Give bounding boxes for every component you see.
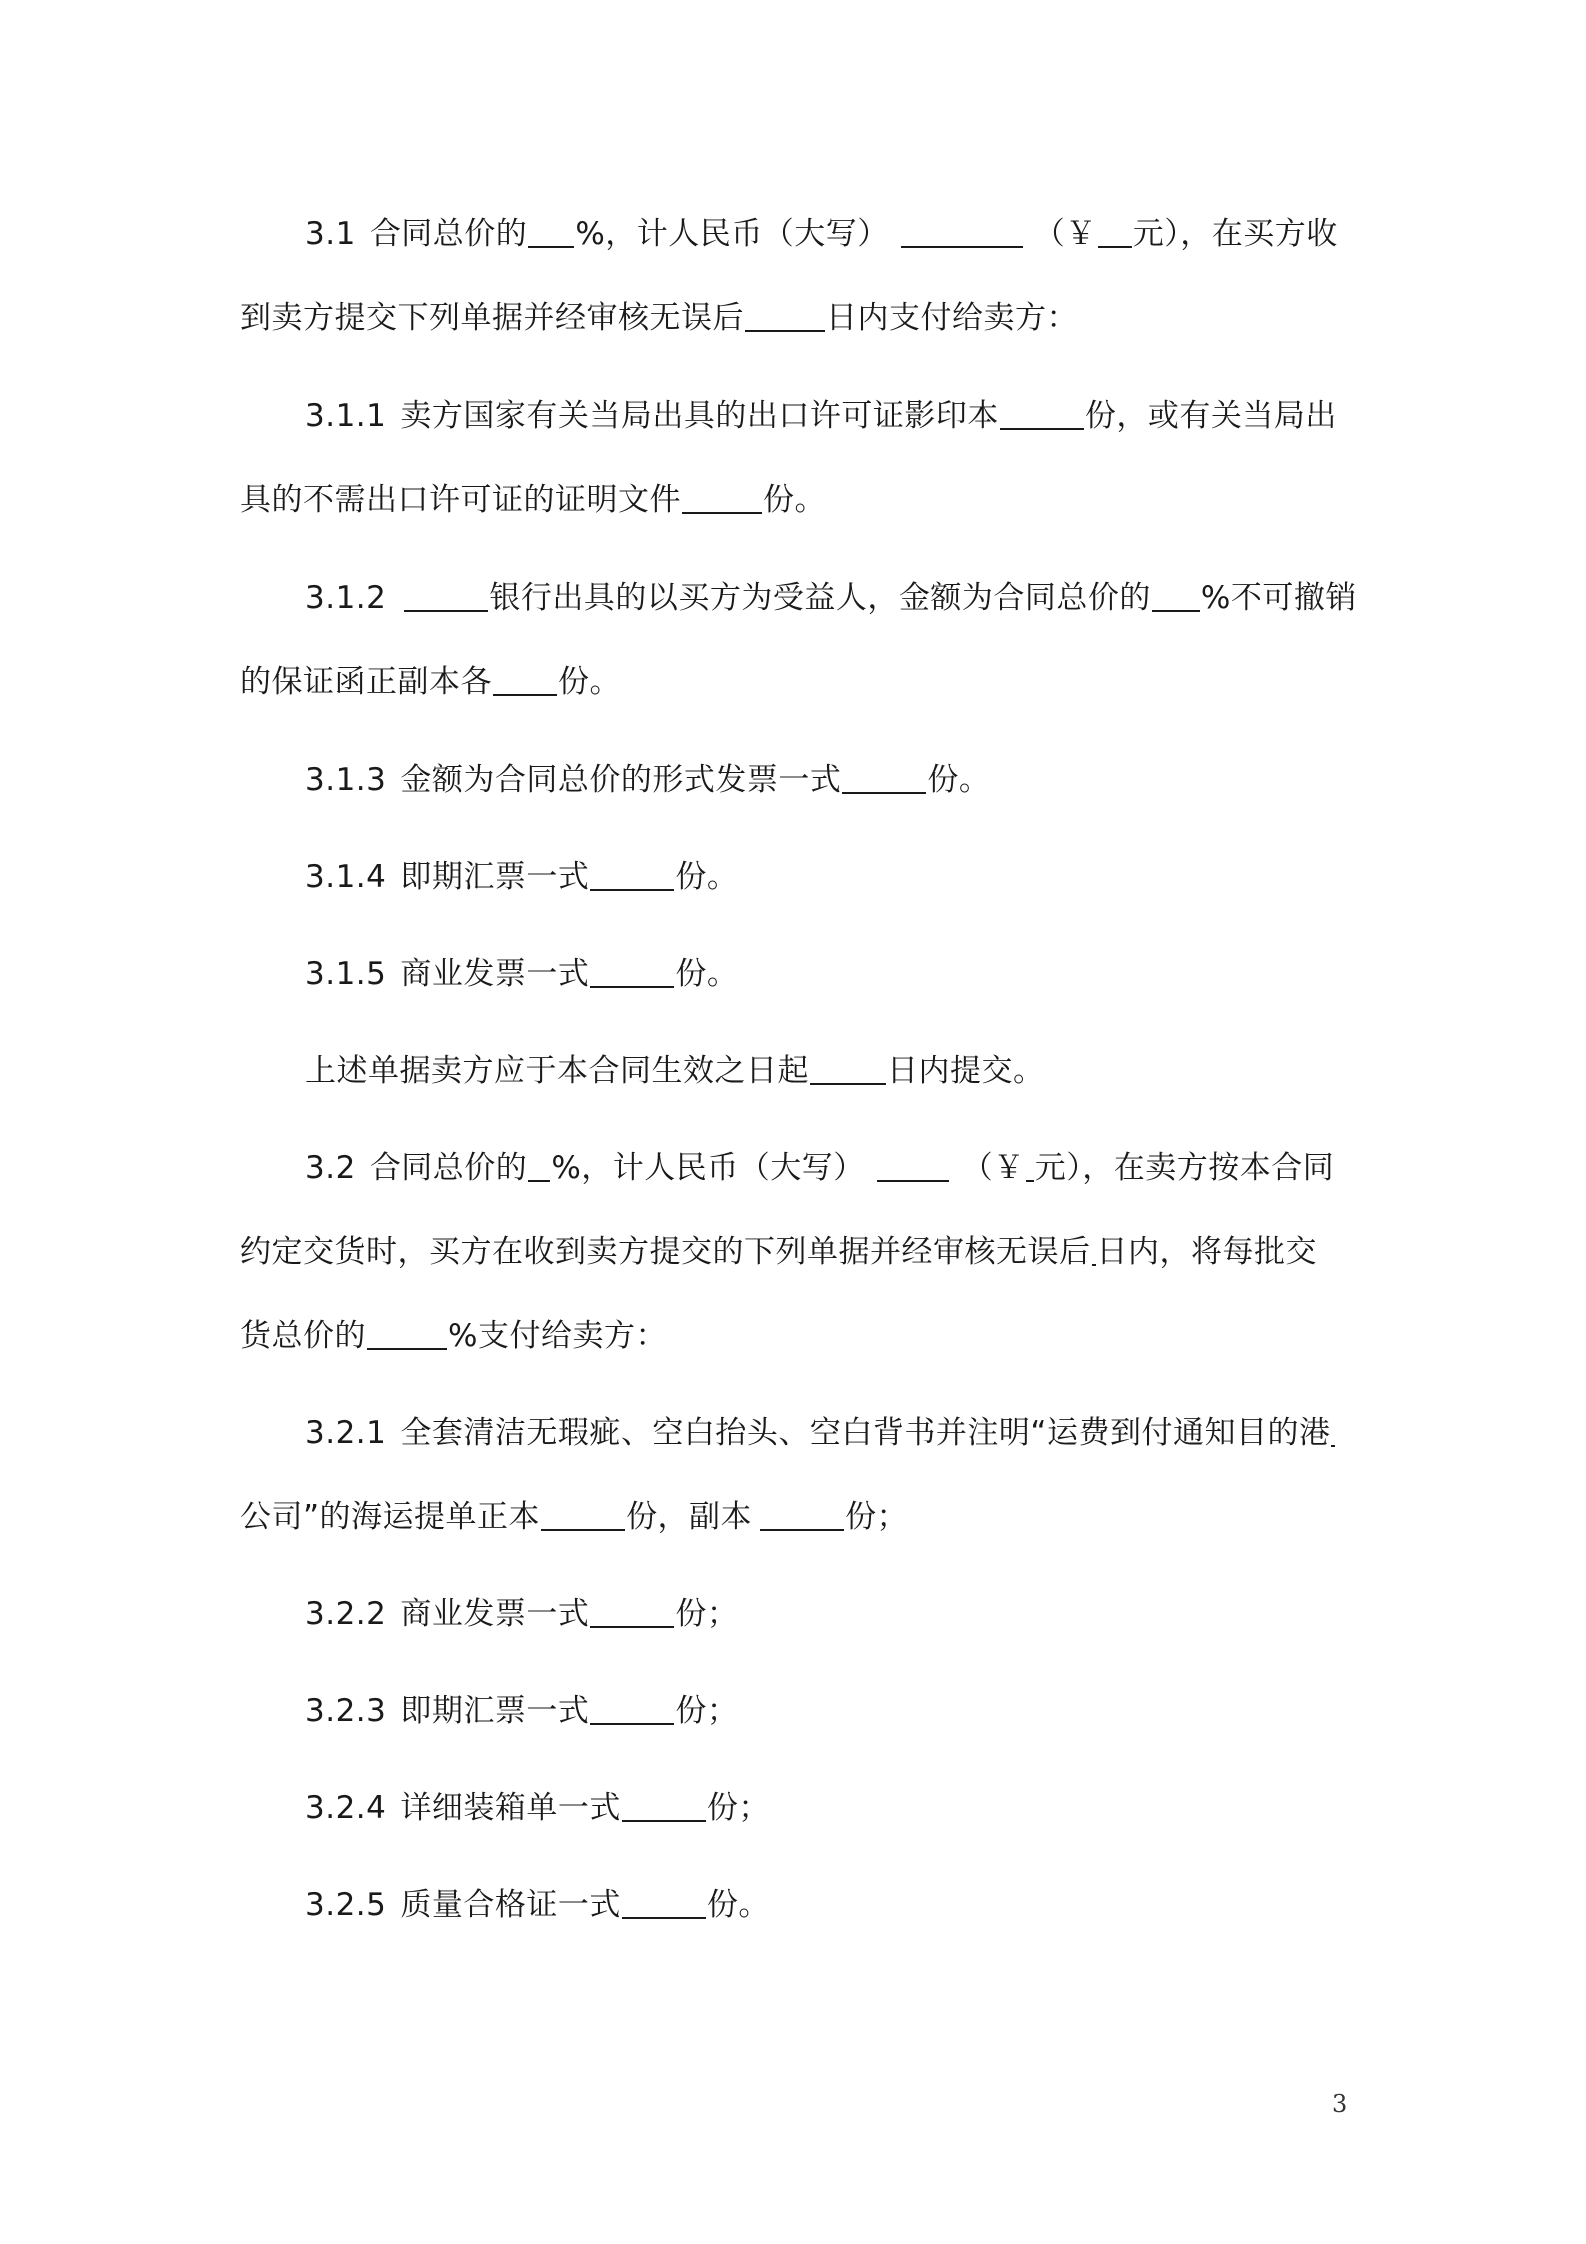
- clause-number: 3.2.3: [305, 1693, 387, 1729]
- fill-blank[interactable]: [877, 1150, 949, 1182]
- fill-blank[interactable]: [1152, 580, 1200, 612]
- clause-number: 3.1.5: [305, 956, 387, 992]
- clause-number: 3.2.1: [305, 1415, 387, 1451]
- fill-blank[interactable]: [901, 216, 1023, 248]
- clause-3-2-4: [305, 1788, 770, 1828]
- clause-text: %支付给卖方：: [448, 1318, 667, 1354]
- fill-blank[interactable]: [1331, 1415, 1335, 1447]
- fill-blank[interactable]: [760, 1499, 844, 1531]
- clause-text: 卖方国家有关当局出具的出口许可证影印本: [400, 398, 999, 434]
- clause-text: 元），在买方收: [1132, 216, 1338, 252]
- clause-text: 上述单据卖方应于本合同生效之日起: [305, 1053, 809, 1089]
- clause-text: 份；: [675, 1693, 739, 1729]
- clause-text: 货总价的: [240, 1318, 366, 1354]
- clause-text: 份，副本: [626, 1499, 753, 1535]
- clause-text: 份。: [706, 1887, 770, 1923]
- fill-blank[interactable]: [590, 956, 674, 988]
- submission-note: [305, 1051, 1045, 1091]
- clause-text: 份。: [675, 859, 739, 895]
- clause-3-2-line-2: [240, 1232, 1317, 1272]
- fill-blank[interactable]: [745, 300, 825, 332]
- clause-text: 份。: [675, 956, 739, 992]
- clause-text: 日内，将每批交: [1096, 1234, 1317, 1270]
- clause-text: %不可撤销: [1200, 580, 1357, 616]
- clause-text: 元），在卖方按本合同: [1034, 1150, 1335, 1186]
- clause-text: 详细装箱单一式: [400, 1790, 621, 1826]
- fill-blank[interactable]: [1098, 216, 1132, 248]
- clause-3-2-3: [305, 1691, 738, 1731]
- clause-number: 3.2: [305, 1150, 356, 1186]
- clause-text: 日内支付给卖方：: [826, 300, 1078, 336]
- clause-3-2-1-line-1: [305, 1413, 1336, 1453]
- fill-blank[interactable]: [493, 664, 557, 696]
- clause-number: 3.1.4: [305, 859, 387, 895]
- clause-text: 份，或有关当局出: [1084, 398, 1337, 434]
- clause-text: 日内提交。: [887, 1053, 1045, 1089]
- clause-3-1-4: [305, 857, 738, 897]
- clause-text: 到卖方提交下列单据并经审核无误后: [240, 300, 744, 336]
- clause-3-1-1-line-2: [240, 480, 826, 520]
- clause-text: 即期汇票一式: [400, 859, 590, 895]
- fill-blank[interactable]: [1000, 398, 1084, 430]
- fill-blank[interactable]: [367, 1318, 447, 1350]
- fill-blank[interactable]: [810, 1053, 886, 1085]
- clause-text: 的保证函正副本各: [240, 664, 492, 700]
- clause-3-2-2: [305, 1594, 738, 1634]
- clause-text: 商业发票一式: [400, 1596, 590, 1632]
- clause-text: 份。: [927, 762, 991, 798]
- clause-text: 全套清洁无瑕疵、空白抬头、空白背书并注明“运费到付通知目的港: [400, 1415, 1331, 1451]
- fill-blank[interactable]: [842, 762, 926, 794]
- fill-blank[interactable]: [622, 1887, 706, 1919]
- fill-blank[interactable]: [682, 482, 762, 514]
- clause-number: 3.2.4: [305, 1790, 387, 1826]
- clause-text: 商业发票一式: [400, 956, 590, 992]
- page-number: 3: [1332, 2090, 1348, 2118]
- clause-text: 具的不需出口许可证的证明文件: [240, 482, 681, 518]
- fill-blank[interactable]: [622, 1790, 706, 1822]
- clause-text: （￥: [1033, 216, 1097, 252]
- clause-text: 份；: [675, 1596, 739, 1632]
- clause-3-1-5: [305, 954, 738, 994]
- fill-blank[interactable]: [1092, 1234, 1096, 1266]
- clause-number: 3.2.5: [305, 1887, 387, 1923]
- fill-blank[interactable]: [590, 1693, 674, 1725]
- clause-text: %，计人民币（大写）: [551, 1150, 865, 1186]
- clause-number: 3.1.1: [305, 398, 387, 434]
- fill-blank[interactable]: [590, 859, 674, 891]
- clause-3-1-3: [305, 760, 990, 800]
- clause-number: 3.2.2: [305, 1596, 387, 1632]
- clause-3-1-line-2: [240, 298, 1078, 338]
- clause-text: 即期汇票一式: [400, 1693, 590, 1729]
- fill-blank[interactable]: [590, 1596, 674, 1628]
- clause-text: 约定交货时，买方在收到卖方提交的下列单据并经审核无误后: [240, 1234, 1091, 1270]
- clause-text: 份。: [558, 664, 621, 700]
- clause-3-1-line-1: [305, 214, 1338, 254]
- clause-text: 份；: [706, 1790, 770, 1826]
- fill-blank[interactable]: [541, 1499, 625, 1531]
- clause-3-2-1-line-2: [240, 1497, 908, 1537]
- clause-text: 质量合格证一式: [400, 1887, 621, 1923]
- clause-text: 份。: [763, 482, 826, 518]
- fill-blank[interactable]: [528, 216, 574, 248]
- fill-blank[interactable]: [528, 1150, 550, 1182]
- clause-3-1-2-line-1: [305, 578, 1357, 618]
- clause-text: %，计人民币（大写）: [575, 216, 889, 252]
- fill-blank[interactable]: [1026, 1150, 1034, 1182]
- clause-number: 3.1.3: [305, 762, 387, 798]
- clause-text: 合同总价的: [369, 1150, 528, 1186]
- clause-3-2-5: [305, 1885, 770, 1925]
- clause-number: 3.1: [305, 216, 356, 252]
- clause-3-2-line-3: [240, 1316, 667, 1356]
- clause-3-1-2-line-2: [240, 662, 621, 702]
- clause-3-2-line-1: [305, 1148, 1334, 1188]
- clause-text: 公司”的海运提单正本: [240, 1499, 541, 1535]
- clause-text: 合同总价的: [369, 216, 528, 252]
- clause-number: 3.1.2: [305, 580, 387, 616]
- fill-blank[interactable]: [404, 580, 488, 612]
- clause-text: 金额为合同总价的形式发票一式: [400, 762, 842, 798]
- clause-text: 份；: [845, 1499, 909, 1535]
- clause-text: 银行出具的以买方为受益人，金额为合同总价的: [489, 580, 1151, 616]
- clause-3-1-1-line-1: [305, 396, 1337, 436]
- clause-text: （￥: [961, 1150, 1025, 1186]
